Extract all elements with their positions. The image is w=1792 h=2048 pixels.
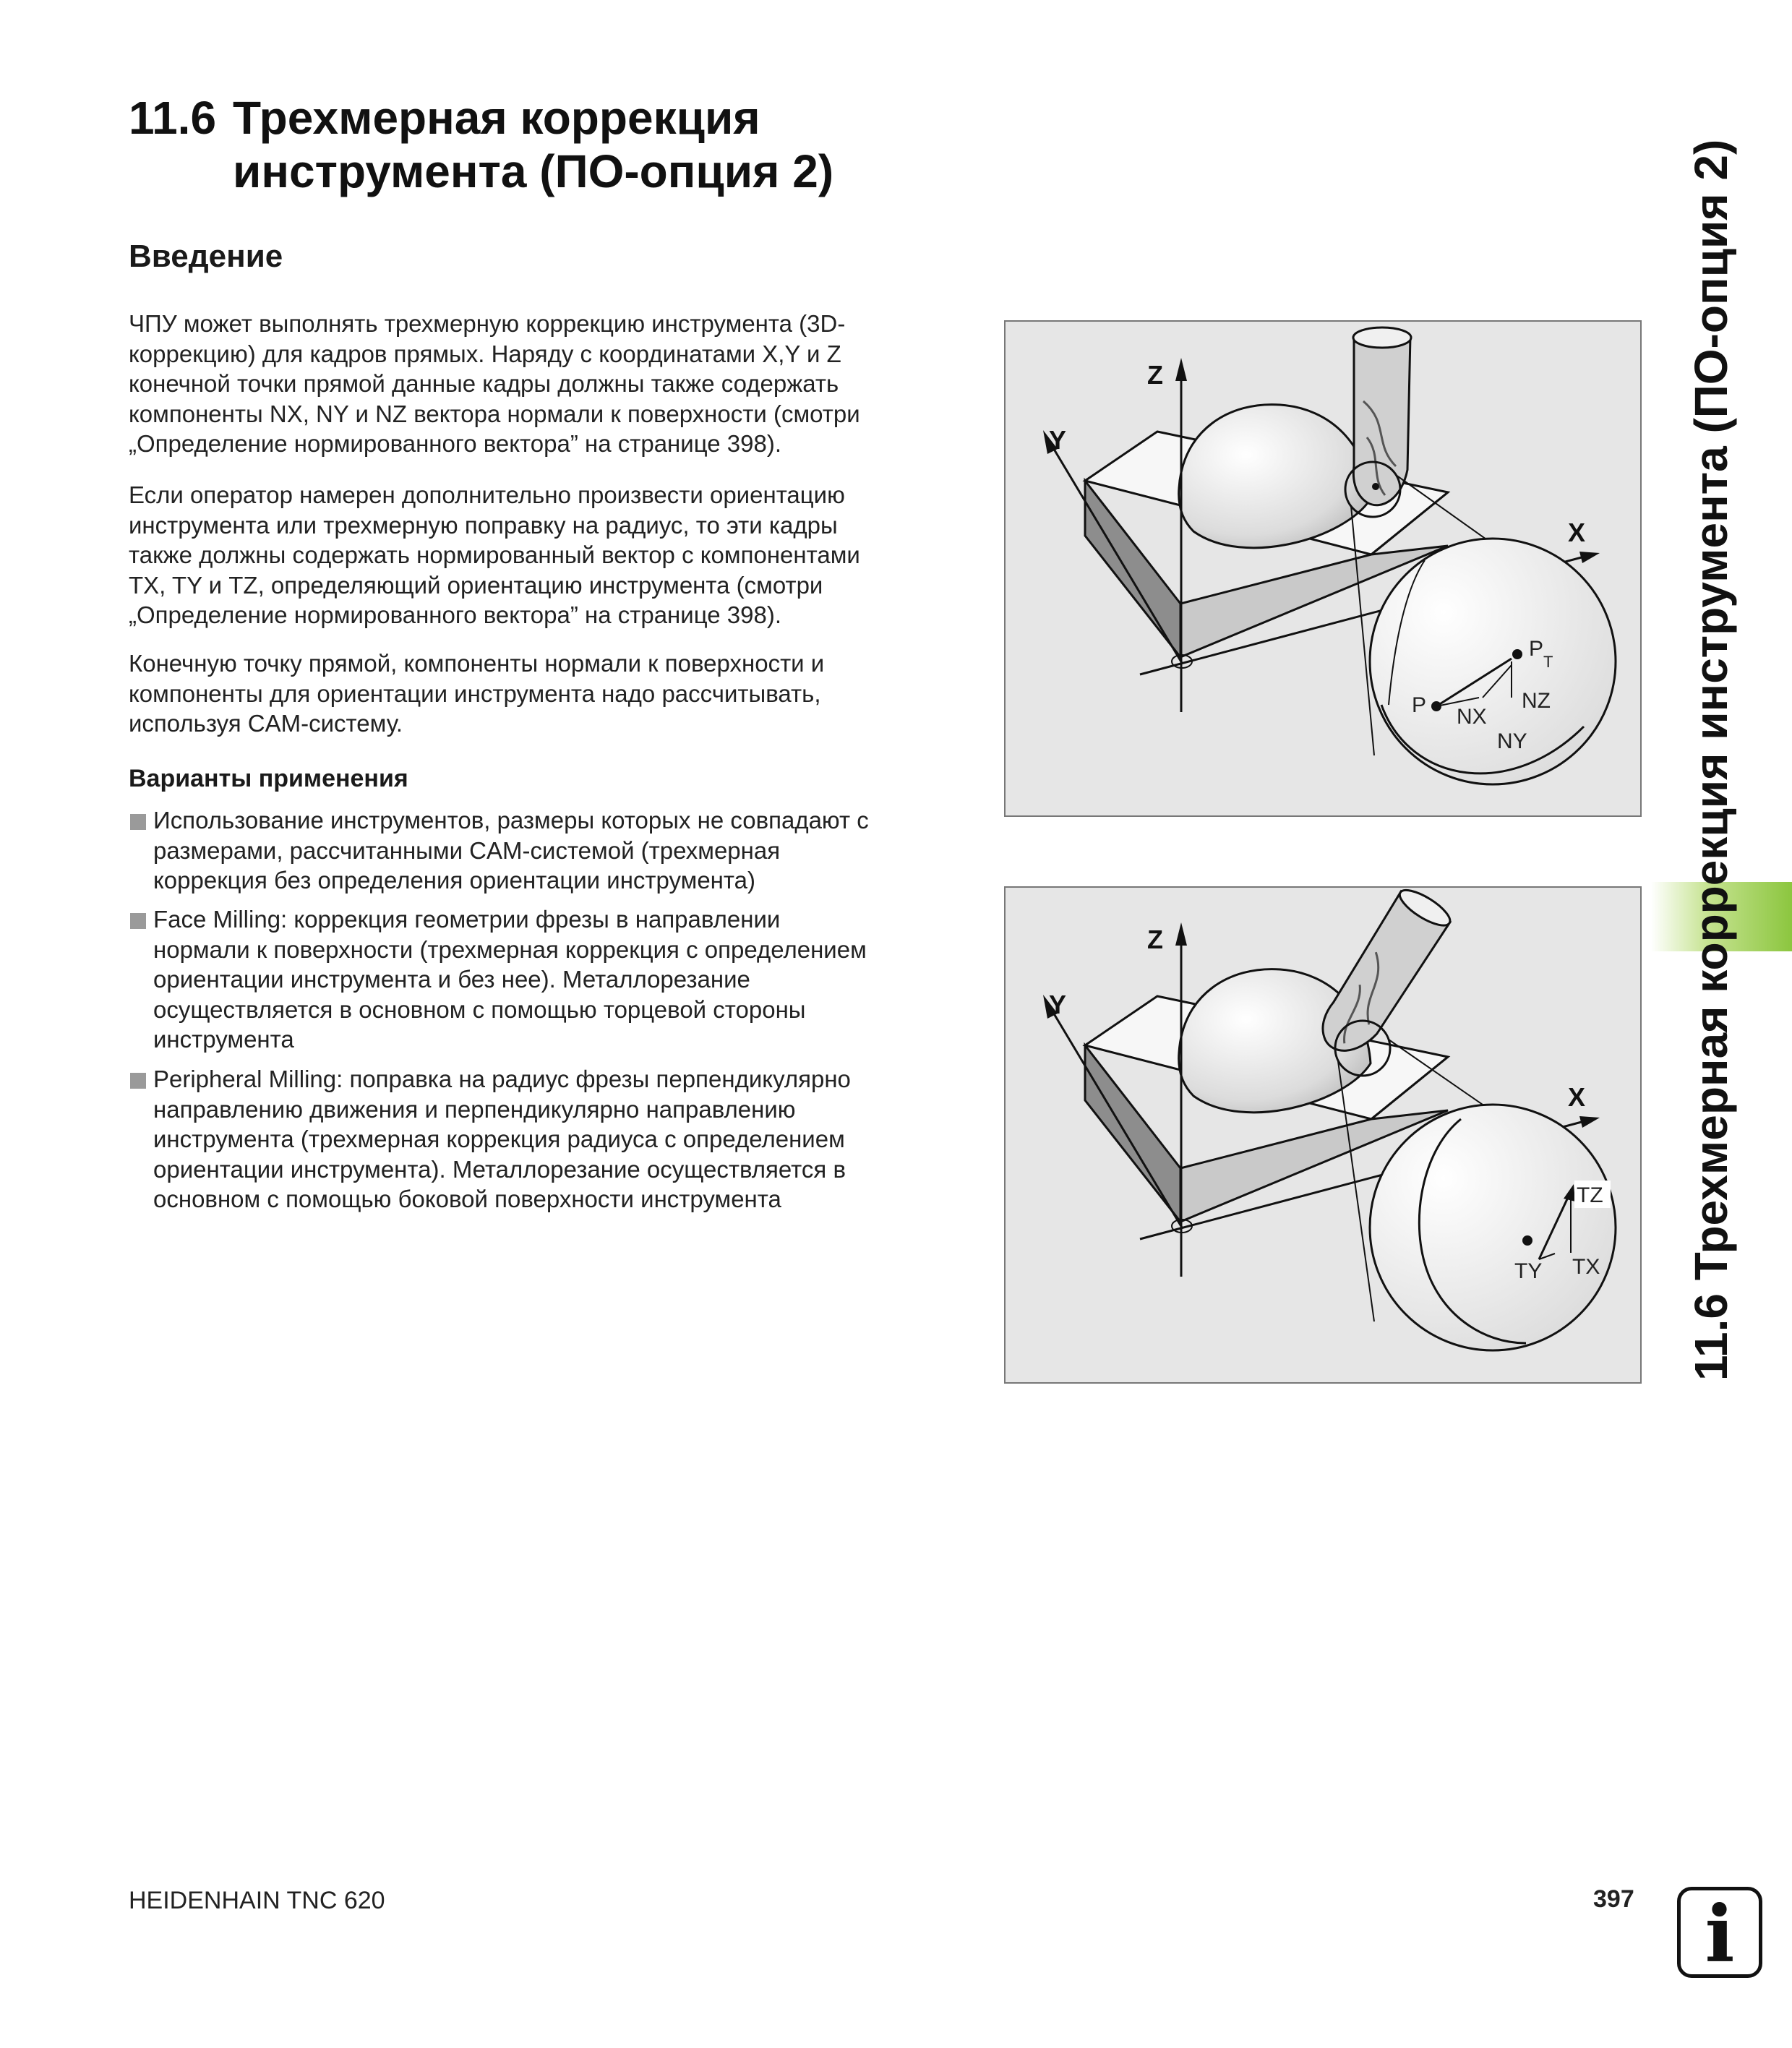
text-line: Peripheral Milling: поправка на радиус фрезы перпендикулярно (153, 1066, 851, 1092)
text-line: инструмента (трехмерная коррекция радиуса с определением (153, 1126, 845, 1152)
text-line: ЧПУ может выполнять трехмерную коррекцию инструмента (3D- (129, 310, 846, 337)
label-pt-subscript: T (1543, 653, 1553, 671)
point-pt (1512, 649, 1522, 659)
text-line: Использование инструментов, размеры которых не совпадают с (153, 807, 869, 834)
axis-label-x: X (1568, 518, 1586, 547)
intro-paragraph-3 (129, 648, 960, 739)
section-number: 11.6 (129, 92, 217, 144)
text-line: направлению движения и перпендикулярно направлению (153, 1095, 796, 1123)
axis-label-x: X (1568, 1082, 1586, 1112)
text-line: ориентации инструмента и без нее). Металлорезание (153, 966, 750, 993)
intro-paragraph-2 (129, 480, 960, 630)
axis-label-z: Z (1147, 360, 1163, 390)
title-line-1: Трехмерная коррекция (233, 92, 760, 144)
label-ty: TY (1514, 1259, 1543, 1283)
figure-normal-vector-drawing (1006, 322, 1640, 815)
intro-paragraph-1 (129, 309, 960, 459)
label-tz: TZ (1577, 1183, 1603, 1207)
text-line: TX, TY и TZ, определяющий ориентацию инструмента (смотри (129, 571, 823, 599)
side-chapter-title: 11.6 Трехмерная коррекция инструмента (ПО-опция 2) (1685, 139, 1737, 1381)
text-line: используя CAM-систему. (129, 710, 403, 737)
text-line: Face Milling: коррекция геометрии фрезы в направлении (153, 906, 781, 933)
axis-label-y: Y (1049, 425, 1067, 455)
axis-label-z: Z (1147, 925, 1163, 954)
figure-normal-vector (1004, 320, 1642, 817)
bullet-square-icon (130, 814, 146, 830)
tool-point (1522, 1235, 1532, 1246)
label-ny: NY (1497, 729, 1527, 753)
detail-circle-large (1370, 539, 1616, 784)
text-line: компоненты NX, NY и NZ вектора нормали к поверхности (смотри (129, 400, 860, 427)
text-line: нормали к поверхности (трехмерная коррекция с определением (153, 935, 867, 963)
figure-tool-orientation (1004, 886, 1642, 1384)
text-line: „Определение нормированного вектора” на странице 398). (129, 601, 781, 628)
text-line: „Определение нормированного вектора” на странице 398). (129, 430, 781, 457)
text-line: также должны содержать нормированный вектор с компонентами (129, 541, 860, 568)
figure-tool-orientation-drawing (1006, 888, 1640, 1382)
text-line: основном с помощью боковой поверхности инструмента (153, 1186, 781, 1212)
info-glyph: i (1705, 1890, 1735, 1974)
text-line: ориентации инструмента). Металлорезание осуществляется в (153, 1155, 846, 1183)
text-line: коррекцию) для кадров прямых. Наряду с координатами X,Y и Z (129, 340, 841, 367)
text-line: инструмента (153, 1026, 294, 1053)
block-side-left (1085, 481, 1180, 657)
text-line: коррекция без определения ориентации инструмента) (153, 867, 755, 894)
label-pt: P (1529, 637, 1544, 661)
text-line: компоненты для ориентации инструмента надо рассчитывать, (129, 680, 821, 707)
label-nz: NZ (1522, 689, 1551, 713)
page-number: 397 (1593, 1885, 1634, 1913)
uses-heading: Варианты применения (129, 765, 408, 792)
text-line: Конечную точку прямой, компоненты нормали к поверхности и (129, 650, 825, 677)
bullet-square-icon (130, 913, 146, 929)
text-line: конечной точки прямой данные кадры должны также содержать (129, 370, 839, 397)
text-line: осуществляется в основном с помощью торцевой стороны (153, 995, 806, 1023)
label-tx: TX (1572, 1255, 1600, 1279)
label-p: P (1412, 693, 1427, 717)
bullet-square-icon (130, 1073, 146, 1089)
detail-circle-large (1370, 1105, 1616, 1350)
footer-manual-name: HEIDENHAIN TNC 620 (129, 1887, 385, 1914)
intro-heading: Введение (129, 239, 283, 274)
title-line-2: инструмента (ПО-опция 2) (233, 145, 834, 197)
info-icon (1677, 1887, 1762, 1978)
text-line: Если оператор намерен дополнительно произвести ориентацию (129, 481, 845, 508)
axis-label-y: Y (1049, 990, 1067, 1019)
text-line: размерами, рассчитанными CAM-системой (трехмерная (153, 836, 781, 864)
text-line: инструмента или трехмерную поправку на радиус, то эти кадры (129, 511, 838, 539)
label-nx: NX (1457, 705, 1487, 729)
